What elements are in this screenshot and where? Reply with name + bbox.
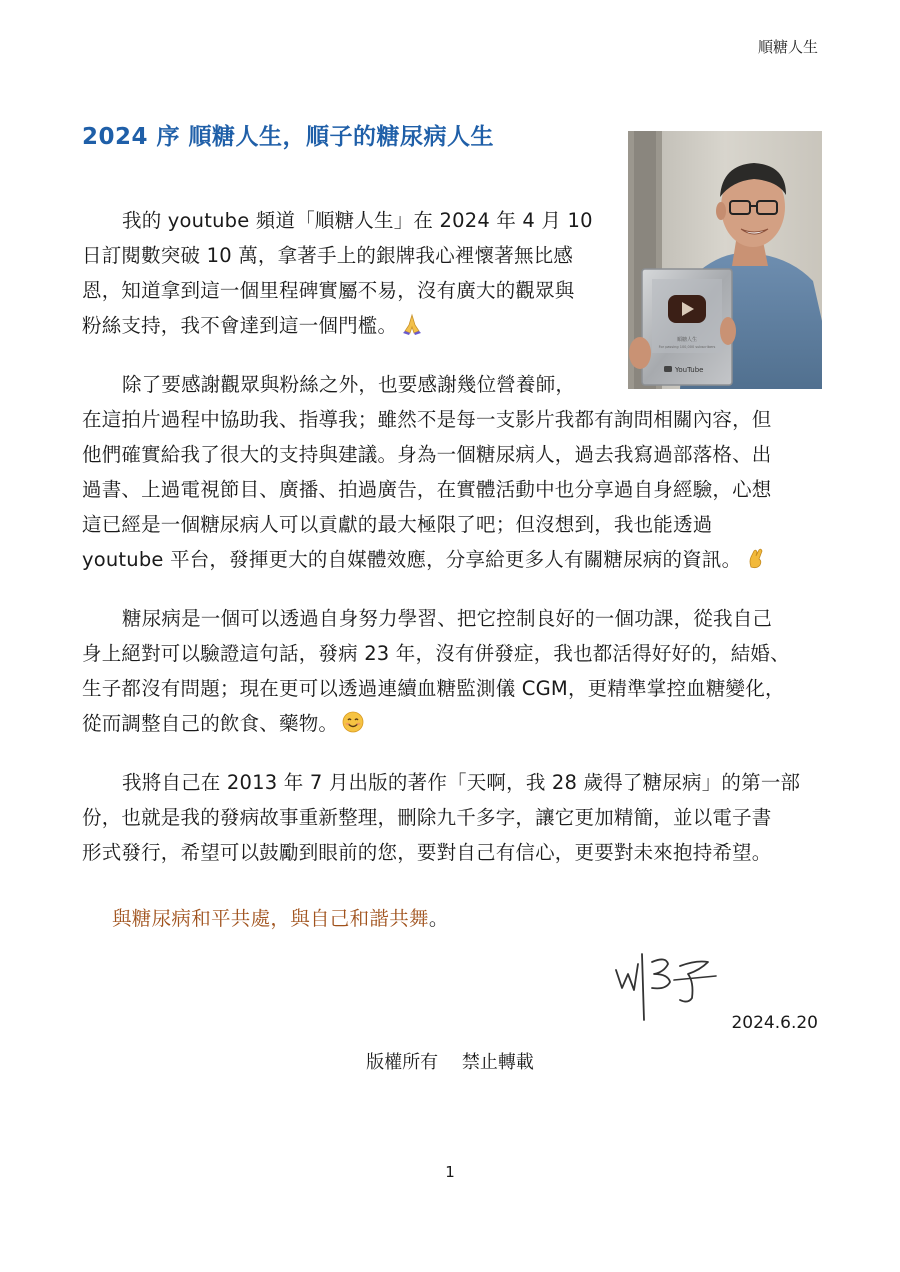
plaque-caption-2: For passing 100,000 subscribers — [658, 345, 716, 349]
motto-text: 與糖尿病和平共處，與自己和諧共舞 — [112, 907, 429, 930]
page-title: 2024 序 順糖人生，順子的糖尿病人生 — [82, 124, 495, 150]
paragraph-4 — [82, 765, 800, 870]
paragraph-2 — [82, 367, 772, 577]
paragraph-line: 形式發行，希望可以鼓勵到眼前的您，要對自己有信心，更要對未來抱持希望。 — [82, 841, 772, 864]
handwritten-signature — [608, 940, 728, 1025]
folded-hands-icon — [401, 311, 423, 346]
plaque-caption-1: 順糖人生 — [676, 337, 698, 343]
author-photo — [628, 131, 822, 389]
running-header: 順糖人生 — [757, 38, 818, 56]
paragraph-line-with-emoji — [82, 308, 593, 343]
paragraph-line-with-emoji — [82, 542, 772, 577]
paragraph-line: 恩，知道拿到這一個里程碑實屬不易，沒有廣大的觀眾與 — [82, 279, 575, 302]
motto-end: 。 — [428, 907, 449, 930]
paragraph-line-text: 粉絲支持，我不會達到這一個門檻。 — [82, 314, 398, 337]
paragraph-line: 他們確實給我了很大的支持與建議。身為一個糖尿病人，過去我寫過部落格、出 — [82, 443, 772, 466]
paragraph-line: 日訂閱數突破 10 萬，拿著手上的銀牌我心裡懷著無比感 — [82, 244, 574, 267]
copyright-notice: 版權所有 禁止轉載 — [366, 1052, 534, 1073]
paragraph-line: 過書、上過電視節目、廣播、拍過廣告，在實體活動中也分享過自身經驗，心想 — [82, 478, 772, 501]
plaque-brand: YouTube — [675, 366, 704, 374]
paragraph-line-with-emoji — [82, 706, 790, 741]
motto — [112, 903, 449, 931]
page-number: 1 — [445, 1163, 455, 1181]
paragraph-line: 除了要感謝觀眾與粉絲之外，也要感謝幾位營養師， — [122, 373, 576, 396]
paragraph-line-text: youtube 平台，發揮更大的自媒體效應，分享給更多人有關糖尿病的資訊。 — [82, 548, 742, 571]
paragraph-3 — [82, 601, 790, 741]
paragraph-line: 份，也就是我的發病故事重新整理，刪除九千多字，讓它更加精簡，並以電子書 — [82, 806, 772, 829]
paragraph-line: 我將自己在 2013 年 7 月出版的著作「天啊，我 28 歲得了糖尿病」的第一部 — [122, 771, 801, 794]
paragraph-line: 我的 youtube 頻道「順糖人生」在 2024 年 4 月 10 — [122, 209, 593, 232]
paragraph-line: 在這拍片過程中協助我、指導我；雖然不是每一支影片我都有詢問相關內容，但 — [82, 408, 772, 431]
paragraph-line: 身上絕對可以驗證這句話，發病 23 年，沒有併發症，我也都活得好好的，結婚、 — [82, 642, 790, 665]
paragraph-line: 這已經是一個糖尿病人可以貢獻的最大極限了吧；但沒想到，我也能透過 — [82, 513, 713, 536]
smiling-face-icon — [342, 709, 364, 744]
paragraph-line: 糖尿病是一個可以透過自身努力學習、把它控制良好的一個功課，從我自己 — [122, 607, 773, 630]
crossed-fingers-icon — [745, 545, 767, 580]
paragraph-line: 生子都沒有問題；現在更可以透過連續血糖監測儀 CGM，更精準掌控血糖變化， — [82, 677, 785, 700]
date: 2024.6.20 — [731, 1013, 818, 1033]
paragraph-1 — [82, 203, 593, 343]
paragraph-line-text: 從而調整自己的飲食、藥物。 — [82, 712, 339, 735]
